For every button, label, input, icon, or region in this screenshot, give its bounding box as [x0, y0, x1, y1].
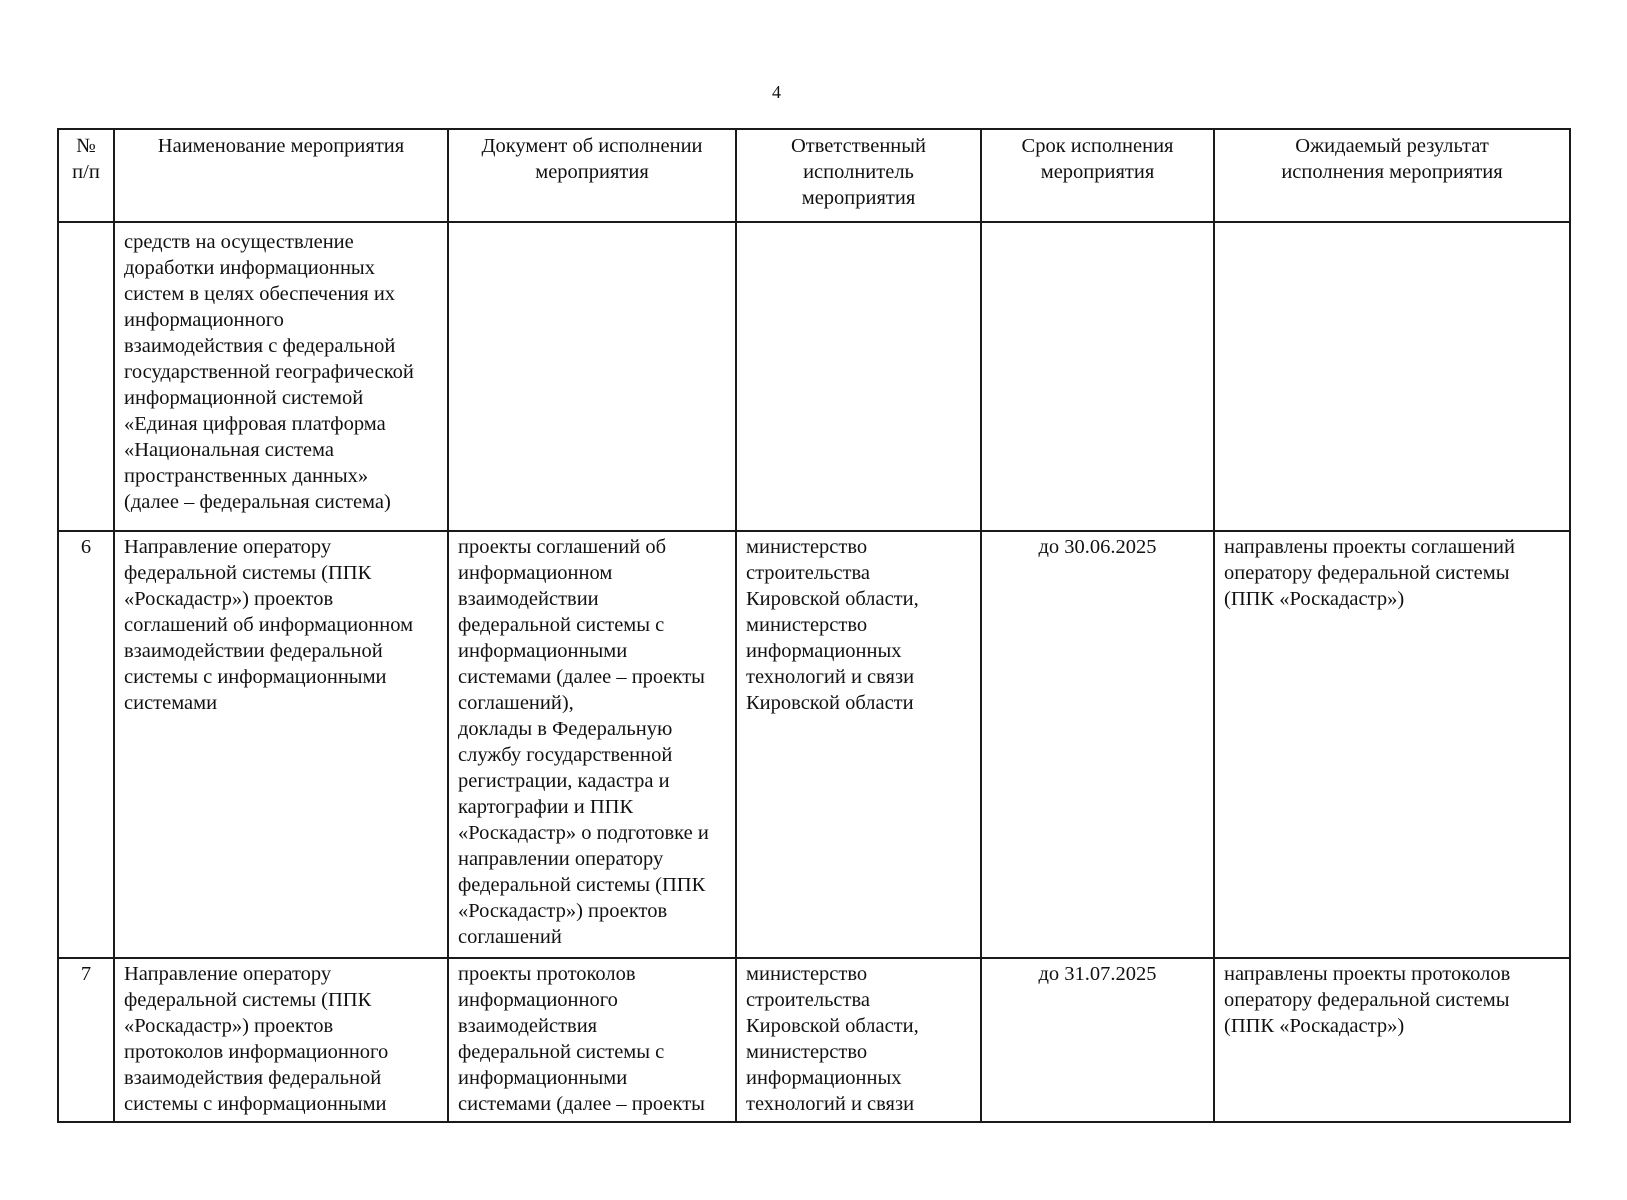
header-responsible [736, 129, 981, 222]
cell-num: 7 [58, 958, 114, 1122]
cell-line: «Роскадастр») проектов [458, 900, 668, 922]
cell-line: «Роскадастр») проектов [124, 588, 334, 610]
cell-line: информационных [746, 1067, 902, 1089]
cell-line: министерство [746, 963, 868, 985]
page-number: 4 [772, 82, 781, 102]
header-deadline [981, 129, 1214, 222]
cell-num: 6 [58, 531, 114, 958]
cell-line: проекты протоколов [458, 963, 636, 985]
cell-line: пространственных данных» [124, 465, 369, 487]
cell-line: Кировской области [746, 692, 914, 714]
cell-line: оператору федеральной системы [1224, 989, 1510, 1011]
cell-line: строительства [746, 989, 870, 1011]
cell-line: «Национальная система [124, 439, 334, 461]
cell-line: взаимодействия с федеральной [124, 335, 396, 357]
cell-document [448, 531, 736, 958]
header-line: № [76, 135, 96, 157]
cell-line: «Роскадастр» о подготовке и [458, 822, 709, 844]
cell-line: картографии и ППК [458, 796, 634, 818]
cell-line: федеральной системы (ППК [458, 874, 706, 896]
cell-name [114, 531, 448, 958]
cell-line: системами (далее – проекты [458, 666, 705, 688]
cell-line: информационными [458, 1067, 628, 1089]
cell-line: «Роскадастр») проектов [124, 1015, 334, 1037]
cell-line: Направление оператору [124, 963, 332, 985]
cell-line: (далее – федеральная система) [124, 491, 391, 513]
cell-num [58, 222, 114, 531]
header-line: Ожидаемый результат [1295, 135, 1489, 157]
header-line: Срок исполнения [1021, 135, 1174, 157]
cell-deadline: до 30.06.2025 [981, 531, 1214, 958]
cell-line: министерство [746, 536, 868, 558]
cell-line: службу государственной [458, 744, 673, 766]
cell-line: строительства [746, 562, 870, 584]
cell-responsible [736, 222, 981, 531]
cell-line: направлении оператору [458, 848, 664, 870]
cell-line: Направление оператору [124, 536, 332, 558]
cell-line: системами (далее – проекты [458, 1093, 705, 1115]
cell-responsible [736, 531, 981, 958]
cell-deadline: до 31.07.2025 [981, 958, 1214, 1122]
header-line: мероприятия [1040, 161, 1155, 183]
cell-result [1214, 531, 1570, 958]
cell-line: системы с информационными [124, 1093, 387, 1115]
cell-line: направлены проекты протоколов [1224, 963, 1511, 985]
cell-document [448, 222, 736, 531]
header-line: исполнитель [803, 161, 914, 183]
cell-line: министерство [746, 1041, 868, 1063]
table-row-6 [58, 531, 1570, 958]
cell-result [1214, 222, 1570, 531]
cell-line: информационном [458, 562, 613, 584]
cell-document [448, 958, 736, 1122]
cell-line: информационного [458, 989, 618, 1011]
header-line: п/п [72, 161, 100, 183]
header-result [1214, 129, 1570, 222]
header-line: Ответственный [790, 135, 927, 157]
cell-line: средств на осуществление [124, 231, 354, 253]
cell-line: технологий и связи [746, 666, 915, 688]
table-row-continuation [58, 222, 1570, 531]
header-line: Наименование мероприятия [157, 135, 405, 157]
cell-line: системы с информационными [124, 666, 387, 688]
cell-line: взаимодействии [458, 588, 599, 610]
cell-line: федеральной системы с [458, 614, 665, 636]
cell-line: соглашений [458, 926, 562, 948]
cell-line: направлены проекты соглашений [1224, 536, 1515, 558]
cell-line: оператору федеральной системы [1224, 562, 1510, 584]
cell-line: федеральной системы (ППК [124, 562, 372, 584]
cell-line: взаимодействия [458, 1015, 598, 1037]
table-row-7 [58, 958, 1570, 1122]
header-name [114, 129, 448, 222]
cell-line: проекты соглашений об [458, 536, 667, 558]
cell-name [114, 958, 448, 1122]
cell-line: системами [124, 692, 218, 714]
cell-line: взаимодействии федеральной [124, 640, 383, 662]
cell-line: систем в целях обеспечения их [124, 283, 396, 305]
cell-line: Кировской области, [746, 1015, 919, 1037]
cell-line: информационными [458, 640, 628, 662]
cell-deadline [981, 222, 1214, 531]
header-line: мероприятия [535, 161, 649, 183]
header-document [448, 129, 736, 222]
cell-line: технологий и связи [746, 1093, 915, 1115]
cell-line: информационного [124, 309, 284, 331]
header-line: исполнения мероприятия [1281, 161, 1503, 183]
cell-result [1214, 958, 1570, 1122]
cell-responsible [736, 958, 981, 1122]
table-header-row [58, 129, 1570, 222]
cell-line: доклады в Федеральную [458, 718, 673, 740]
cell-line: регистрации, кадастра и [458, 770, 670, 792]
cell-line: «Единая цифровая платформа [124, 413, 386, 435]
cell-line: (ППК «Роскадастр») [1224, 1015, 1405, 1037]
cell-line: протоколов информационного [124, 1041, 389, 1063]
header-num [58, 129, 114, 222]
header-line: мероприятия [801, 187, 916, 209]
cell-line: Кировской области, [746, 588, 919, 610]
cell-line: информационной системой [124, 387, 364, 409]
cell-line: соглашений), [458, 692, 574, 714]
cell-line: федеральной системы с [458, 1041, 665, 1063]
cell-name [114, 222, 448, 531]
cell-line: взаимодействия федеральной [124, 1067, 382, 1089]
cell-line: государственной географической [124, 361, 414, 383]
cell-line: информационных [746, 640, 902, 662]
cell-line: федеральной системы (ППК [124, 989, 372, 1011]
cell-line: соглашений об информационном [124, 614, 414, 636]
header-line: Документ об исполнении [481, 135, 703, 157]
action-plan-table [57, 128, 1571, 1123]
cell-line: министерство [746, 614, 868, 636]
cell-line: доработки информационных [124, 257, 375, 279]
cell-line: (ППК «Роскадастр») [1224, 588, 1405, 610]
